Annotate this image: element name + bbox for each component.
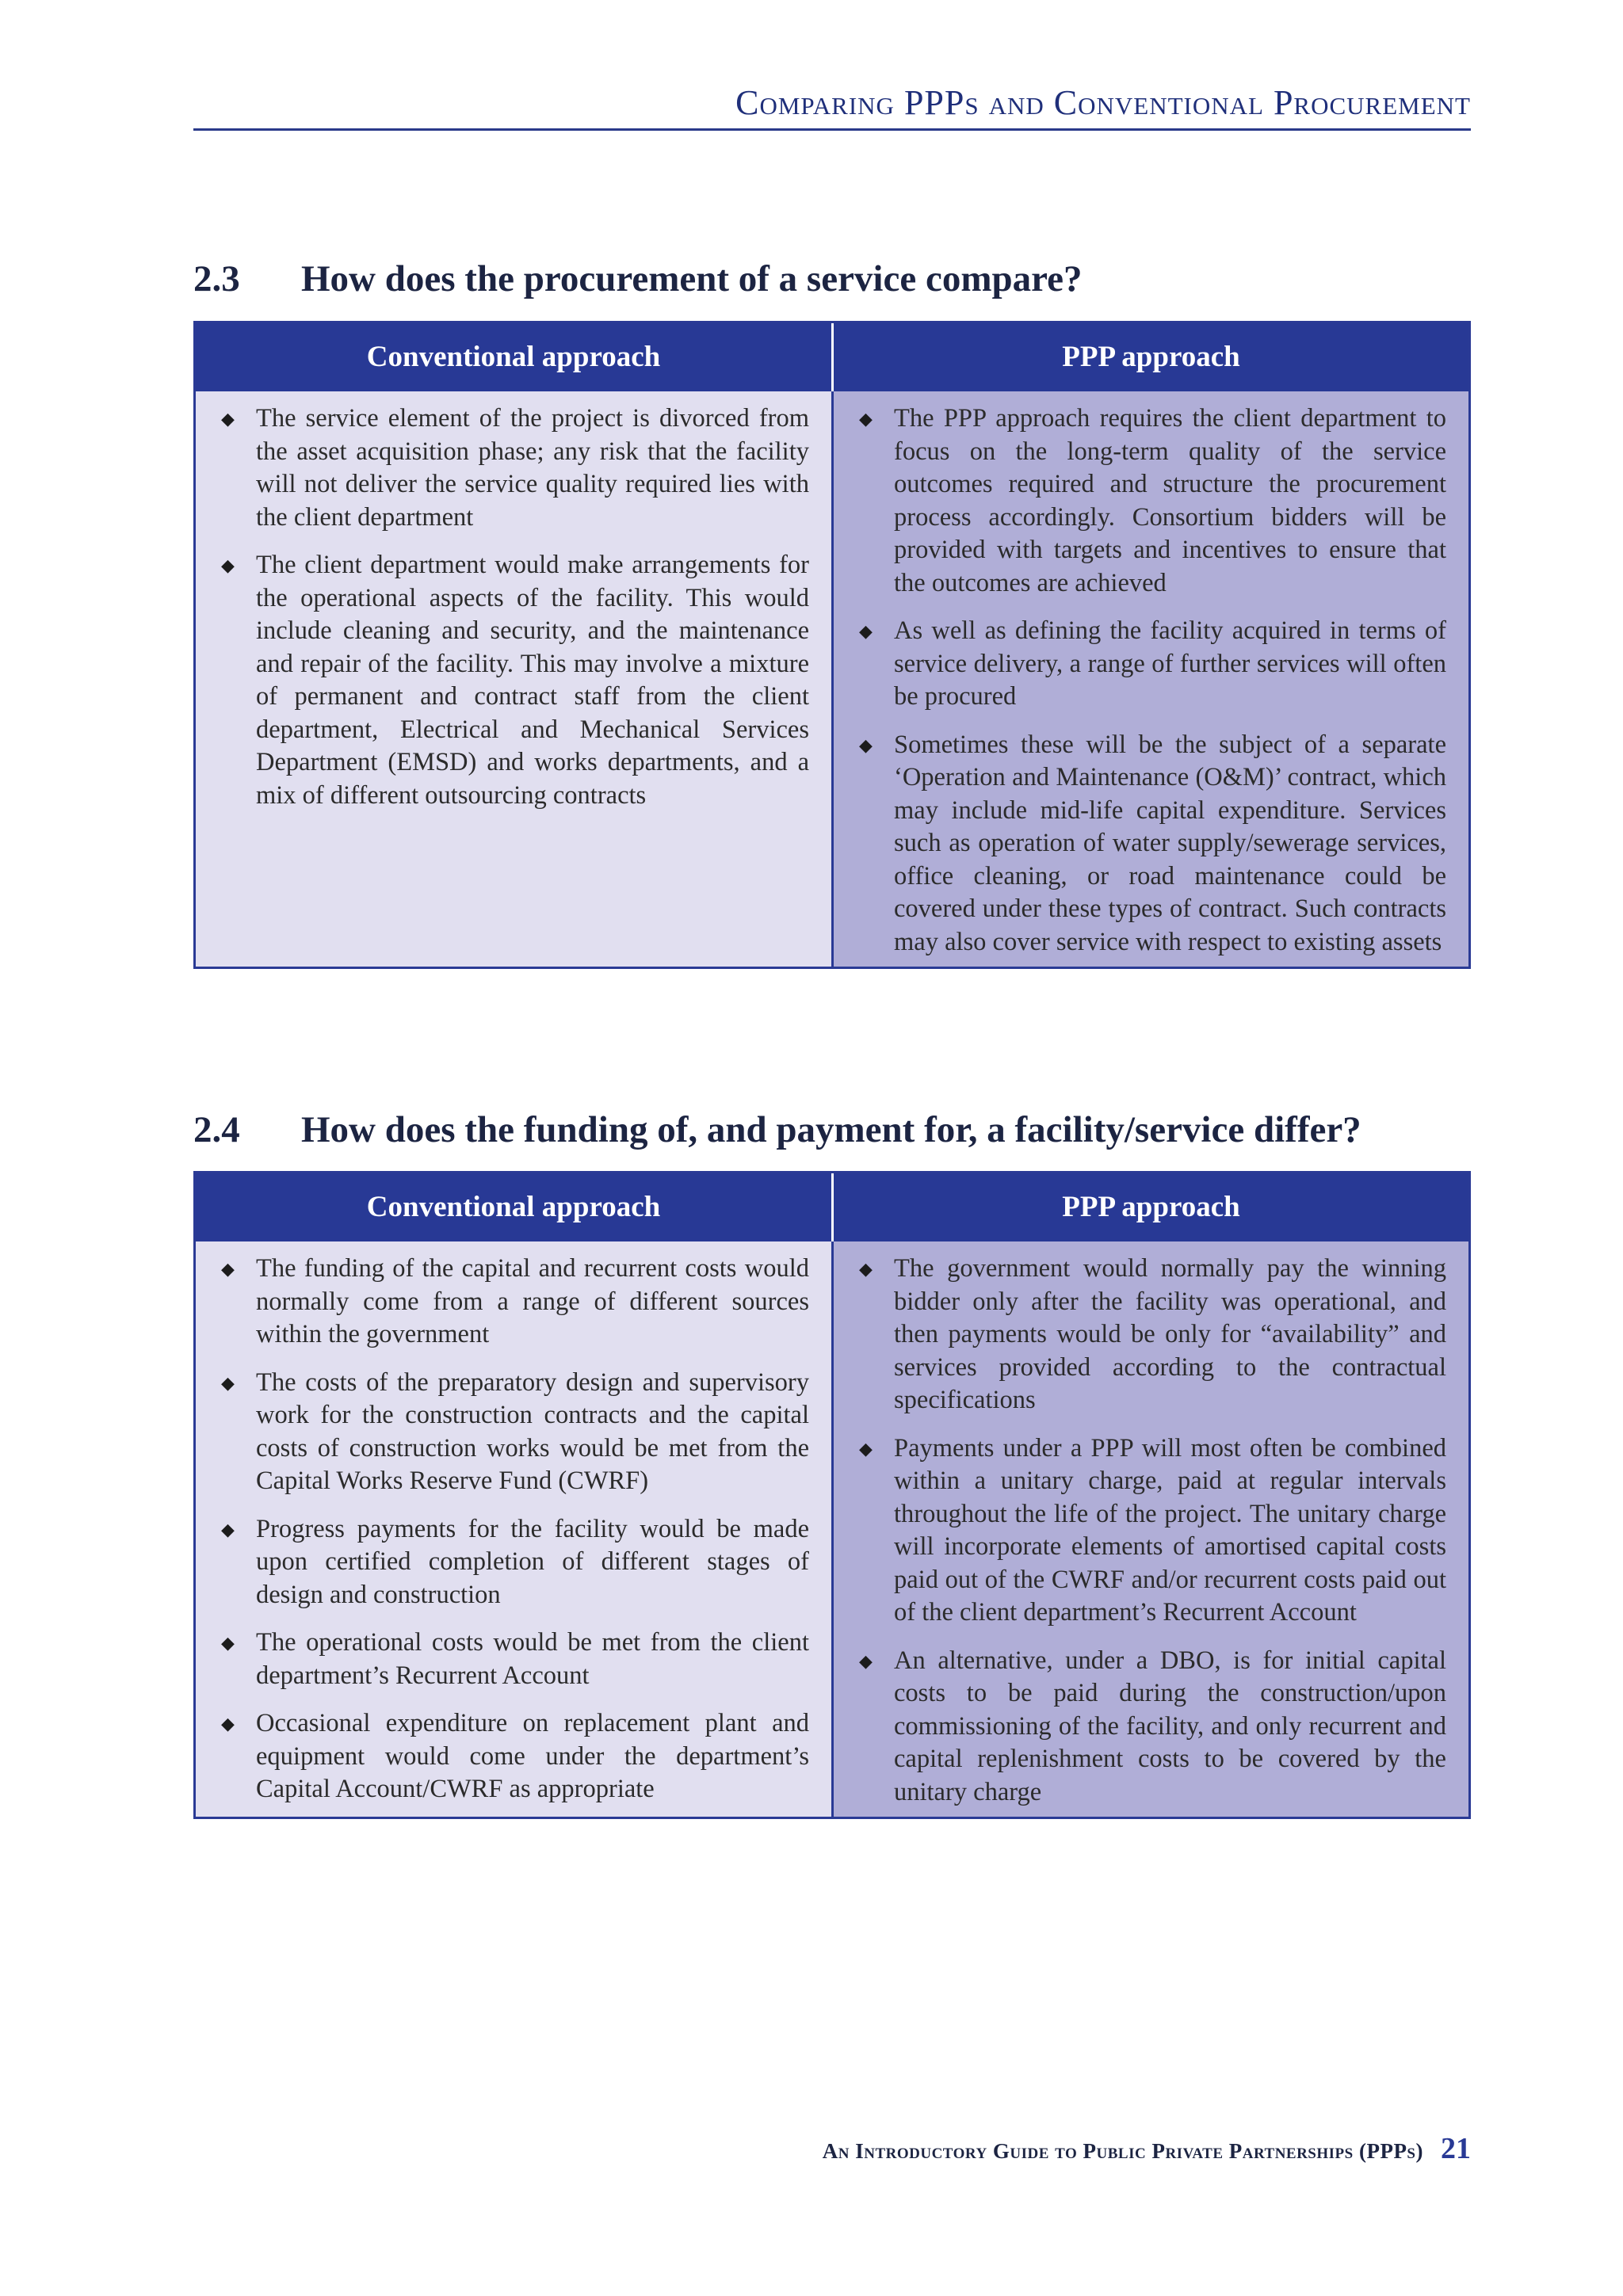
diamond-bullet-icon: ◆ bbox=[221, 1259, 235, 1279]
bullet-list bbox=[218, 402, 809, 812]
list-item: ◆ Progress payments for the facility would be made upon certified completion of different stages of design and construction bbox=[221, 1514, 809, 1609]
section-number: 2.4 bbox=[193, 1109, 240, 1150]
diamond-bullet-icon: ◆ bbox=[859, 621, 873, 641]
list-item: ◆ The service element of the project is divorced from the asset acquisition phase; any risk that the facility will not deliver the service quality required lies with the client department bbox=[221, 404, 809, 532]
list-item: ◆ The operational costs would be met from the client department’s Recurrent Account bbox=[221, 1628, 809, 1690]
column-header-ppp: PPP approach bbox=[834, 323, 1468, 391]
list-item: ◆ Payments under a PPP will most often be combined within a unitary charge, paid at regular intervals throughout the life of the project. The unitary charge will incorporate elements of amortised capital costs paid out of the CWRF and/or recurrent costs paid out of the client department’s Recurrent Account bbox=[859, 1433, 1446, 1627]
column-header-conventional: Conventional approach bbox=[196, 1173, 834, 1241]
conventional-cell bbox=[196, 391, 834, 967]
diamond-bullet-icon: ◆ bbox=[859, 1259, 873, 1279]
conventional-cell bbox=[196, 1241, 834, 1817]
diamond-bullet-icon: ◆ bbox=[221, 555, 235, 575]
header-rule bbox=[193, 128, 1471, 131]
diamond-bullet-icon: ◆ bbox=[859, 1438, 873, 1459]
diamond-bullet-icon: ◆ bbox=[221, 1519, 235, 1539]
diamond-bullet-icon: ◆ bbox=[859, 734, 873, 755]
section-heading-2-4 bbox=[193, 1106, 1361, 1154]
list-item: ◆ The government would normally pay the winning bidder only after the facility was operational, and then payments would be only for “availability” and services provided according to the contractual specifications bbox=[859, 1254, 1446, 1414]
diamond-bullet-icon: ◆ bbox=[221, 1714, 235, 1733]
list-item: ◆ The PPP approach requires the client department to focus on the long-term quality of the service outcomes required and structure the procurement process accordingly. Consortium bidders will be provided with targets and incentives to ensure that the outcomes are achieved bbox=[859, 404, 1446, 597]
list-item: ◆ An alternative, under a DBO, is for initial capital costs to be paid during the construction/upon commissioning of the facility, and only recurrent and capital replenishment costs to be covered by the unitary charge bbox=[859, 1646, 1446, 1806]
diamond-bullet-icon: ◆ bbox=[221, 1372, 235, 1393]
comparison-table-service bbox=[193, 321, 1471, 969]
diamond-bullet-icon: ◆ bbox=[221, 409, 235, 429]
footer-guide-title: An Introductory Guide to Public Private Partnerships (PPPs) bbox=[822, 2139, 1423, 2163]
list-item: ◆ Occasional expenditure on replacement plant and equipment would come under the department’s Capital Account/CWRF as appropriate bbox=[221, 1709, 809, 1803]
list-item: ◆ The funding of the capital and recurrent costs would normally come from a range of different sources within the government bbox=[221, 1254, 809, 1348]
section-number: 2.3 bbox=[193, 258, 240, 299]
list-item: ◆ As well as defining the facility acquired in terms of service delivery, a range of further services will often be procured bbox=[859, 616, 1446, 711]
list-item: ◆ Sometimes these will be the subject of a separate ‘Operation and Maintenance (O&M)’ contract, which may include mid-life capital expenditure. Services such as operation of water supply/sewerage services, office cleaning, or road maintenance could be covered under these types of contract. Such contracts may also cover service with respect to existing assets bbox=[859, 730, 1446, 956]
page-footer bbox=[193, 2131, 1471, 2166]
section-heading-2-3 bbox=[193, 255, 1083, 303]
diamond-bullet-icon: ◆ bbox=[859, 409, 873, 429]
column-header-conventional: Conventional approach bbox=[196, 323, 834, 391]
bullet-list bbox=[856, 402, 1446, 959]
diamond-bullet-icon: ◆ bbox=[221, 1633, 235, 1653]
page-number: 21 bbox=[1441, 2132, 1471, 2165]
ppp-cell bbox=[834, 1241, 1468, 1817]
section-title: How does the procurement of a service compare? bbox=[301, 258, 1083, 299]
ppp-cell bbox=[834, 391, 1468, 967]
section-title: How does the funding of, and payment for, a facility/service differ? bbox=[301, 1109, 1361, 1150]
bullet-list bbox=[856, 1253, 1446, 1809]
column-header-ppp: PPP approach bbox=[834, 1173, 1468, 1241]
bullet-list bbox=[218, 1253, 809, 1806]
diamond-bullet-icon: ◆ bbox=[859, 1650, 873, 1671]
list-item: ◆ The client department would make arrangements for the operational aspects of the facility. This would include cleaning and security, and the maintenance and repair of the facility. This may involve a mixture of permanent and contract staff from the client department, Electrical and Mechanical Services Department (EMSD) and works departments, and a mix of different outsourcing contracts bbox=[221, 551, 809, 810]
list-item: ◆ The costs of the preparatory design and supervisory work for the construction contracts and the capital costs of construction works would be met from the Capital Works Reserve Fund (CWRF) bbox=[221, 1367, 809, 1495]
running-header-title: Comparing PPPs and Conventional Procurement bbox=[735, 83, 1471, 122]
comparison-table-funding bbox=[193, 1171, 1471, 1819]
